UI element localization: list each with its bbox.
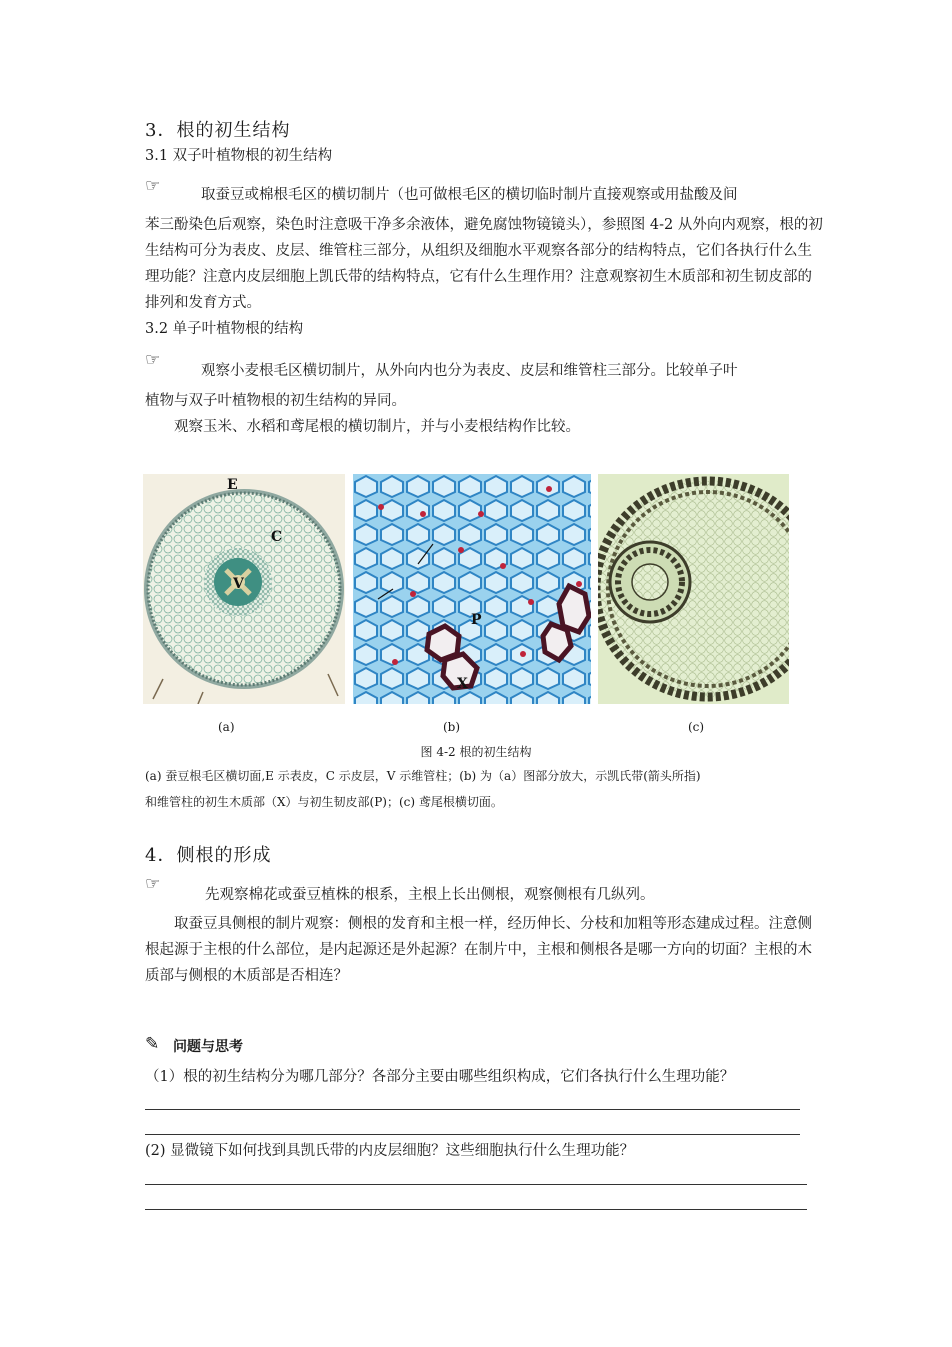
subsection-3-1-title: 3.1 双子叶植物根的初生结构: [145, 148, 333, 164]
figure-c-sublabel: (c): [688, 720, 705, 734]
para-3-1-first-line: 取蚕豆或棉根毛区的横切制片（也可做根毛区的横切临时制片直接观察或用盐酸及间: [201, 187, 738, 203]
pointing-hand-icon: ☞: [145, 176, 161, 196]
figure-a-image: [143, 474, 345, 704]
answer-line-1[interactable]: [145, 1109, 800, 1110]
figure-description-line-1: (a) 蚕豆根毛区横切面,E 示表皮，C 示皮层，V 示维管柱；(b) 为（a）图部分放大，示凯氏带(箭头所指): [145, 769, 701, 783]
figure-a-label-C: C: [271, 529, 283, 545]
para-4-body: 取蚕豆具侧根的制片观察：侧根的发育和主根一样，经历伸长、分枝和加粗等形态建成过程。注意侧根起源于主根的什么部位，是内起源还是外起源？在制片中，主根和侧根各是哪一方向的切面？主根的木质部与侧根的木质部是否相连？: [145, 916, 812, 984]
answer-line-3[interactable]: [145, 1184, 807, 1185]
para-3-2-extra: 观察玉米、水稻和鸢尾根的横切制片，并与小麦根结构作比较。: [174, 419, 580, 435]
answer-line-2[interactable]: [145, 1134, 800, 1135]
pointing-hand-icon: ☞: [145, 350, 161, 370]
para-3-1-body: 苯三酚染色后观察，染色时注意吸干净多余液体，避免腐蚀物镜镜头），参照图 4-2 从外向内观察，根的初生结构可分为表皮、皮层、维管柱三部分，从组织及细胞水平观察各部分的结构特点，它们各执行什么生理功能？注意内皮层细胞上凯氏带的结构特点，它有什么生理作用？注意观察初生木质部和初生韧皮部的排列和发育方式。: [145, 217, 823, 311]
pencil-icon: ✎: [145, 1034, 160, 1054]
answer-line-4[interactable]: [145, 1209, 807, 1210]
figure-b-image: [353, 474, 591, 704]
para-3-2-second-line: 植物与双子叶植物根的初生结构的异同。: [145, 393, 406, 409]
figure-a-label-V: V: [233, 576, 244, 592]
section-3-title: 3．根的初生结构: [145, 120, 291, 141]
figure-b-label-P: P: [471, 612, 482, 628]
pointing-hand-icon: ☞: [145, 874, 161, 894]
figure-c-image: [598, 474, 789, 704]
question-2: (2) 显微镜下如何找到具凯氏带的内皮层细胞？这些细胞执行什么生理功能？: [145, 1143, 635, 1159]
figure-a-label-E: E: [227, 477, 238, 493]
section-4-title: 4．侧根的形成: [145, 845, 272, 866]
questions-heading: 问题与思考: [173, 1039, 243, 1055]
figure-b-sublabel: (b): [443, 720, 461, 734]
figure-description-line-2: 和维管柱的初生木质部（X）与初生韧皮部(P)；(c) 鸢尾根横切面。: [145, 795, 503, 809]
question-1: （1）根的初生结构分为哪几部分？各部分主要由哪些组织构成，它们各执行什么生理功能？: [145, 1069, 735, 1085]
figure-b-label-X: X: [457, 676, 468, 692]
subsection-3-2-title: 3.2 单子叶植物根的结构: [145, 321, 304, 337]
para-3-2-first-line: 观察小麦根毛区横切制片，从外向内也分为表皮、皮层和维管柱三部分。比较单子叶: [201, 363, 738, 379]
figure-caption: 图 4-2 根的初生结构: [420, 745, 532, 759]
para-4-first: 先观察棉花或蚕豆植株的根系，主根上长出侧根，观察侧根有几纵列。: [205, 887, 655, 903]
figure-a-sublabel: (a): [218, 720, 235, 734]
